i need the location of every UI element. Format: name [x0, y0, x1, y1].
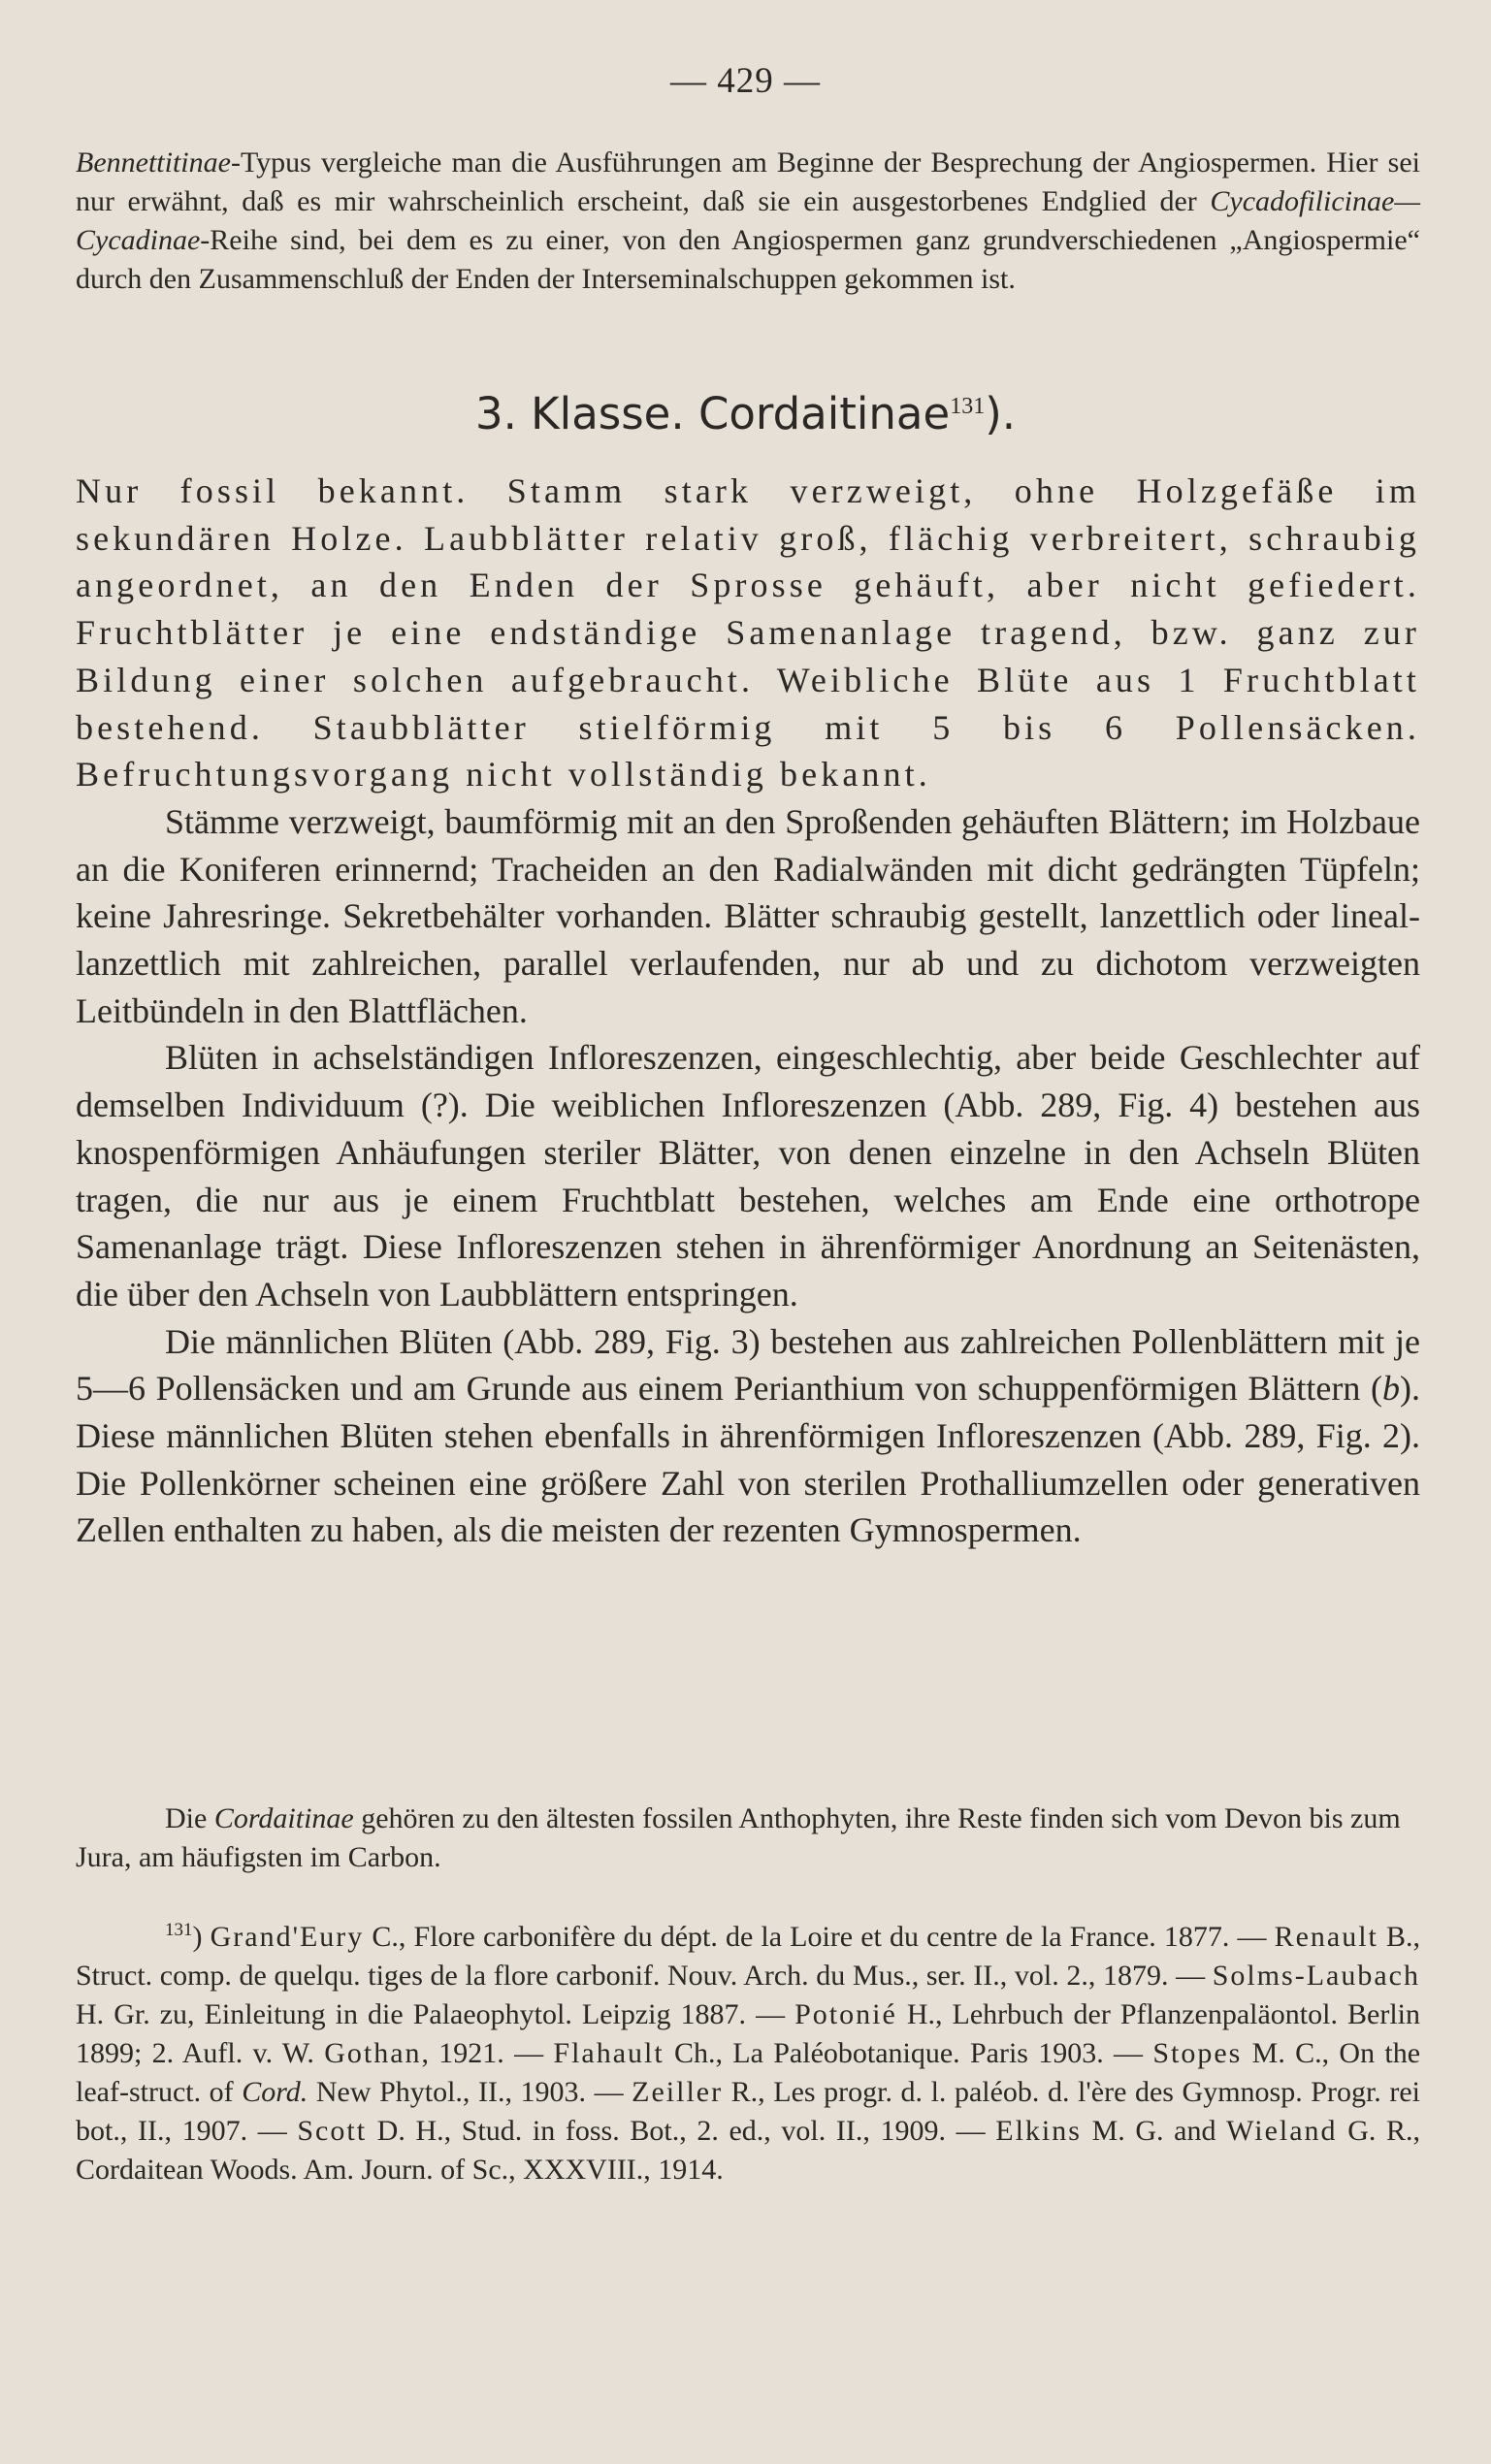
taxon-name: Bennettitinae — [76, 146, 231, 178]
taxon-name: Cycadofilicinae—Cycadinae — [76, 185, 1420, 256]
body-paragraph: Die männlichen Blüten (Abb. 289, Fig. 3) bestehen aus zahlreichen Pollenblättern mit je 5—6 Pollensäcken und am Grunde aus einem Perianthium von schuppenförmigen Blättern (b). Diese männlichen Blüten stehen ebenfalls in ährenförmigen Infloreszenzen (Abb. 289, Fig. 2). Die Pollenkörner scheinen eine größere Zahl von sterilen Prothalliumzellen oder generativen Zellen enthalten zu haben, als die meisten der rezenten Gymnospermen. — [76, 1321, 1420, 1550]
main-text — [76, 468, 1420, 1554]
body-paragraph: Blüten in achselständigen Infloreszenzen, eingeschlechtig, aber beide Geschlechter auf demselben Individuum (?). Die weiblichen Infloreszenzen (Abb. 289, Fig. 4) bestehen aus knospenförmigen Anhäufungen steriler Blätter, von denen einzelne in den Achseln Blüten tragen, die nur aus je einem Fruchtblatt bestehen, welches am Ende eine orthotrope Samenanlage trägt. Diese Infloreszenzen stehen in ährenförmiger Anordnung an Seitenästen, die über den Achseln von Laubblättern entspringen. — [76, 1038, 1420, 1313]
footnote: $^{131}$) Grand'Eury C., Flore carbonifère du dépt. de la Loire et du centre de la France. 1877. — Renault B., Struct. comp. de quelqu. tiges de la flore carbonif. Nouv. Arch. du Mus., ser. II., vol. 2., 1879. — Solms-Laubach H. Gr. zu, Einleitung in die Palaeophytol. Leipzig 1887. — Potonié H., Lehrbuch der Pflanzenpaläontol. Berlin 1899; 2. Aufl. v. W. Gothan, 1921. — Flahault Ch., La Paléobotanique. Paris 1903. — Stopes M. C., On the leaf-struct. of Cord. New Phytol., II., 1903. — Zeiller R., Les progr. d. l. paléob. d. l'ère des Gymnosp. Progr. rei bot., II., 1907. — Scott D. H., Stud. in foss. Bot., 2. ed., vol. II., 1909. — Elkins M. G. and Wieland G. R., Cordaitean Woods. Am. Journ. of Sc., XXXVIII., 1914. — [76, 1920, 1421, 2186]
small-print-note: Die Cordaitinae gehören zu den ältesten fossilen Anthophyten, ihre Reste finden sich vom Devon bis zum Jura, am häufigsten im Carbon. — [76, 1802, 1401, 1873]
page-number: — 429 — — [670, 61, 821, 101]
section-heading: 3. Klasse. Cordaitinae$^{131}$). — [474, 388, 1017, 439]
intro-paragraph: Bennettitinae-Typus vergleiche man die Ausführungen am Beginne der Besprechung der Angiospermen. Hier sei nur erwähnt, daß es mir wahrscheinlich erscheint, daß sie ein ausgestorbenes Endglied der Cycadofilicinae—Cycadinae-Reihe sind, bei dem es zu einer, von den Angiospermen ganz grundverschiedenen „Angiospermie“ durch den Zusammenschluß der Enden der Interseminalschuppen gekommen ist. — [76, 146, 1420, 295]
body-paragraph: Stämme verzweigt, baumförmig mit an den Sproßenden gehäuften Blättern; im Holzbaue an die Koniferen erinnernd; Tracheiden an den Radialwänden mit dicht gedrängten Tüpfeln; keine Jahresringe. Sekretbehälter vorhanden. Blätter schraubig gestellt, lanzettlich oder lineal-lanzettlich mit zahlreichen, parallel verlaufenden, nur ab und zu dichotom verzweigten Leitbündeln in den Blattflächen. — [76, 801, 1420, 1030]
diagnosis-paragraph: Nur fossil bekannt. Stamm stark verzweigt, ohne Holzgefäße im sekundären Holze. Laubblätter relativ groß, flächig verbreitert, schraubig angeordnet, an den Enden der Sprosse gehäuft, aber nicht gefiedert. Fruchtblätter je eine endständige Samenanlage tragend, bzw. ganz zur Bildung einer solchen aufgebraucht. Weibliche Blüte aus 1 Fruchtblatt bestehend. Staubblätter stielförmig mit 5 bis 6 Pollensäcken. Befruchtungsvorgang nicht vollständig bekannt. — [76, 471, 1420, 794]
footnote-number: 131 — [165, 1920, 193, 1940]
footnote-ref: 131 — [950, 394, 986, 419]
